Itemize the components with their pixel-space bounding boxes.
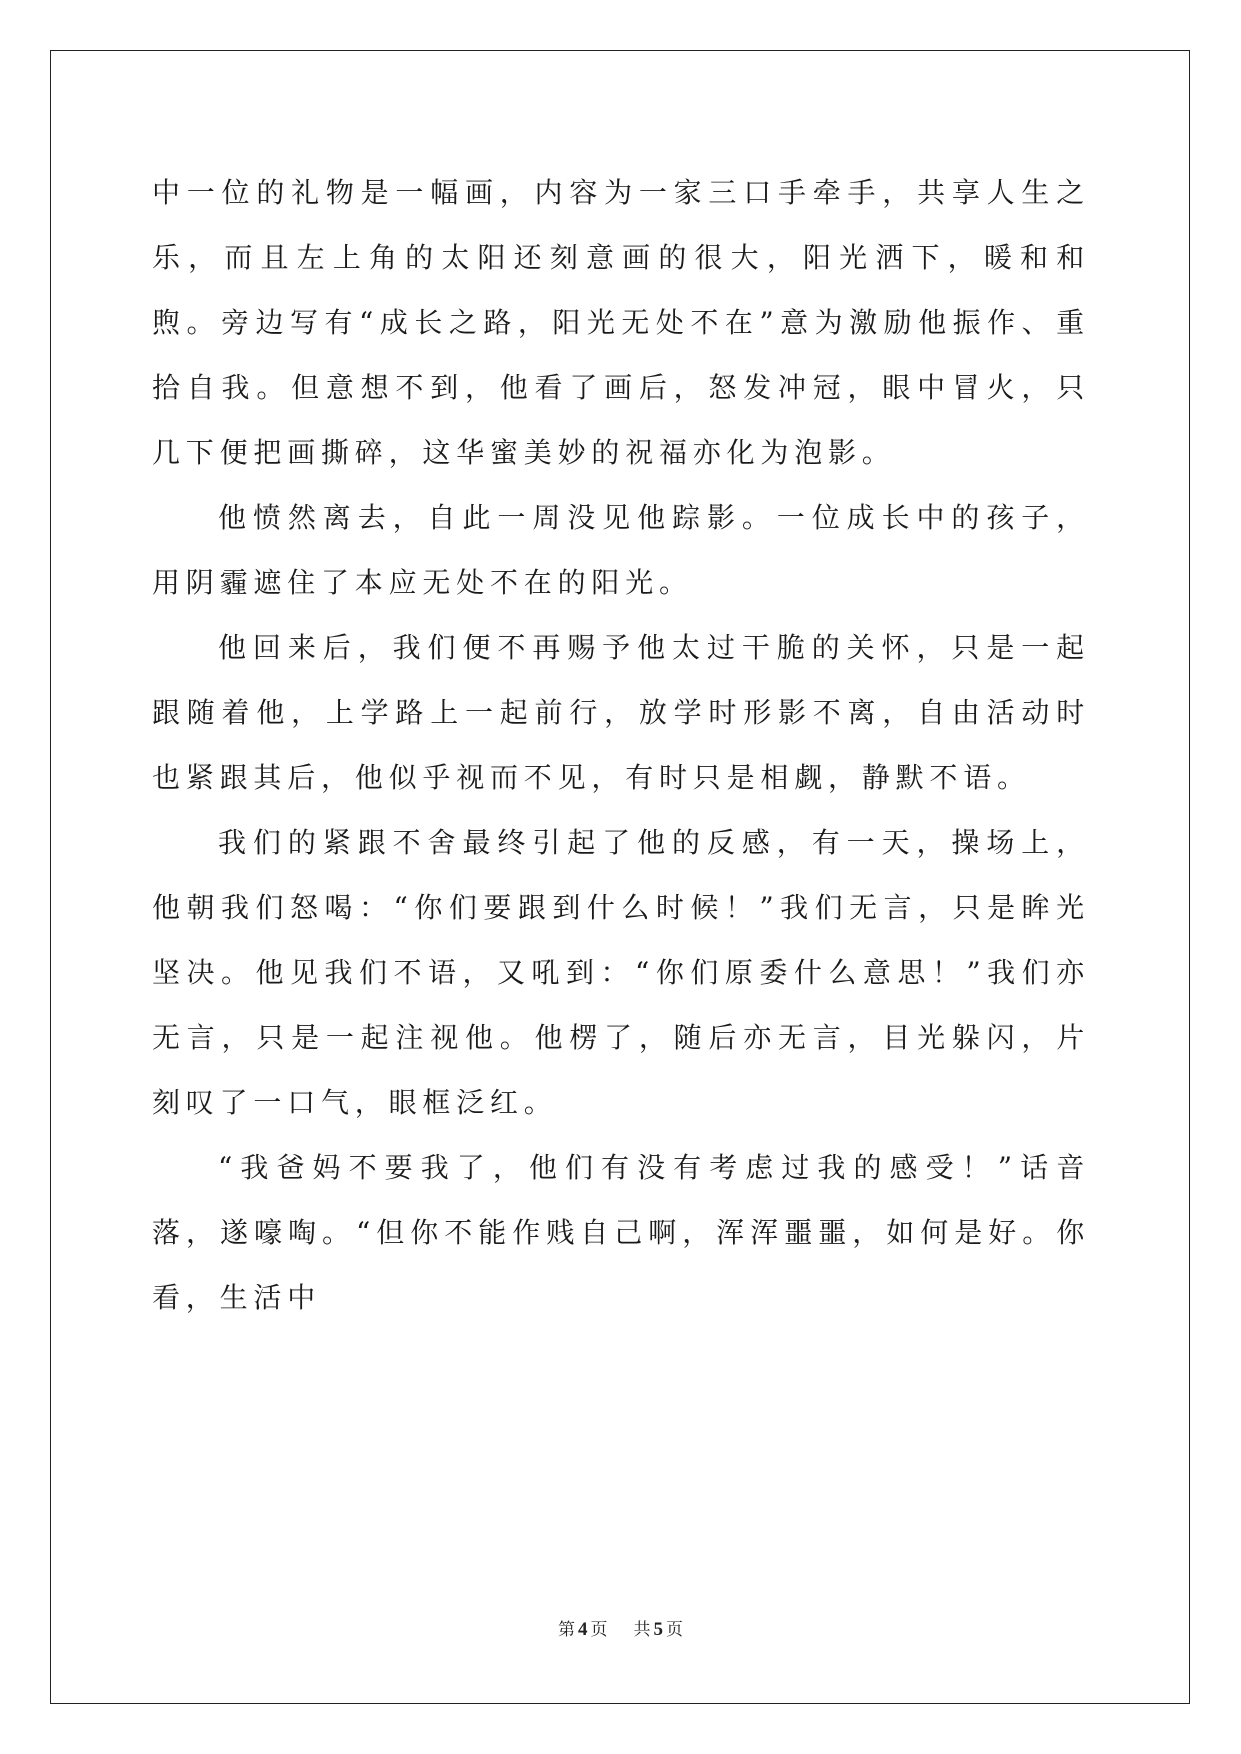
paragraph-1: 中一位的礼物是一幅画，内容为一家三口手牵手，共享人生之乐，而且左上角的太阳还刻意画的很大，阳光洒下，暖和和煦。旁边写有“成长之路，阳光无处不在”意为激励他振作、重拾自我。但意想不到，他看了画后，怒发冲冠，眼中冒火，只几下便把画撕碎，这华蜜美妙的祝福亦化为泡影。 <box>152 176 1090 469</box>
total-page-number: 5 <box>653 1619 663 1640</box>
total-label-unit: 页 <box>666 1620 683 1639</box>
current-page-number: 4 <box>578 1619 588 1640</box>
page-label-prefix: 第 <box>558 1620 575 1639</box>
page-label-unit: 页 <box>590 1620 608 1639</box>
total-label-prefix: 共 <box>633 1620 651 1639</box>
paragraph-4: 我们的紧跟不舍最终引起了他的反感，有一天，操场上，他朝我们怒喝：“你们要跟到什么时候！”我们无言，只是眸光坚决。他见我们不语，又吼到：“你们原委什么意思！”我们亦无言，只是一起注视他。他楞了，随后亦无言，目光躲闪，片刻叹了一口气，眼框泛红。 <box>152 826 1090 1119</box>
paragraph-2: 他愤然离去，自此一周没见他踪影。一位成长中的孩子，用阴霾遮住了本应无处不在的阳光。 <box>152 501 1090 599</box>
document-body <box>152 160 1090 1330</box>
paragraph-5: “我爸妈不要我了，他们有没有考虑过我的感受！”话音落，遂嚎啕。“但你不能作贱自己啊，浑浑噩噩，如何是好。你看，生活中 <box>152 1151 1090 1314</box>
paragraph-3: 他回来后，我们便不再赐予他太过干脆的关怀，只是一起跟随着他，上学路上一起前行，放学时形影不离，自由活动时也紧跟其后，他似乎视而不见，有时只是相觑，静默不语。 <box>152 631 1090 794</box>
page-footer <box>0 1615 1241 1641</box>
